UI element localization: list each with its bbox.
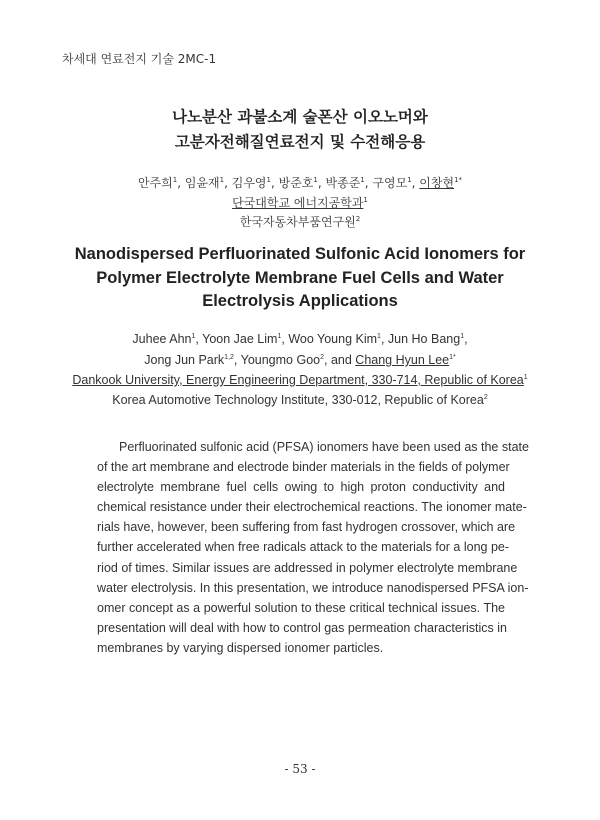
korean-author: 안주희$^1$, bbox=[137, 176, 185, 190]
korean-author: 임윤재$^1$, bbox=[184, 176, 232, 190]
korean-author: 김우영$^1$, bbox=[231, 176, 279, 190]
english-corresponding-author: Chang Hyun Lee$^{1*}$ bbox=[355, 353, 456, 367]
abstract-paragraph bbox=[97, 437, 529, 658]
korean-affiliation-2: 한국자동차부품연구원$^2$ bbox=[239, 215, 361, 229]
english-affiliation-2: Korea Automotive Technology Institute, 330-012, Republic of Korea$^2$ bbox=[112, 393, 488, 407]
abstract-line: presentation will deal with how to control gas permeation characteristics in bbox=[97, 620, 507, 635]
abstract-line: electrolyte membrane fuel cells owing to high proton conductivity and bbox=[97, 480, 505, 495]
korean-author-list bbox=[0, 174, 600, 191]
abstract-line: Perfluorinated sulfonic acid (PFSA) ionomers have been used as the state bbox=[119, 440, 529, 454]
korean-author: 방준호$^1$, bbox=[278, 176, 326, 190]
abstract-line: riod of times. Similar issues are addressed in polymer electrolyte membrane bbox=[97, 560, 518, 575]
page-number: - 53 - bbox=[284, 762, 316, 776]
english-author: Woo Young Kim$^1$, bbox=[288, 332, 388, 346]
english-title-line-2: Polymer Electrolyte Membrane Fuel Cells and Water bbox=[96, 269, 504, 287]
abstract-line: of the art membrane and electrode binder materials in the fields of polymer bbox=[97, 460, 510, 475]
english-author: Youngmo Goo$^2$, and bbox=[240, 353, 356, 367]
abstract-line: membranes by varying dispersed ionomer particles. bbox=[97, 640, 384, 655]
english-affiliation-1: Dankook University, Energy Engineering Department, 330-714, Republic of Korea$^1$ bbox=[72, 373, 528, 387]
korean-corresponding-author: 이창현$^{1*}$ bbox=[419, 176, 463, 190]
english-author: Yoon Jae Lim$^1$, bbox=[202, 332, 289, 346]
abstract-line: water electrolysis. In this presentation, we introduce nanodispersed PFSA ion- bbox=[97, 580, 529, 595]
english-title-line-3: Electrolysis Applications bbox=[202, 292, 398, 310]
korean-author: 박종준$^1$, bbox=[325, 176, 373, 190]
abstract-line: omer concept as a powerful solution to these critical technical issues. The bbox=[97, 600, 505, 615]
abstract-line: further accelerated when free radicals attack to the materials for a long pe- bbox=[97, 540, 510, 555]
korean-affiliation-1: 단국대학교 에너지공학과$^1$ bbox=[232, 196, 368, 210]
english-author: Jong Jun Park$^{1,2}$, bbox=[144, 353, 241, 367]
korean-author: 구영모$^1$, bbox=[372, 176, 420, 190]
english-title-line-1: Nanodispersed Perfluorinated Sulfonic Acid Ionomers for bbox=[74, 245, 526, 263]
abstract-line: chemical resistance under their electrochemical reactions. The ionomer mate- bbox=[97, 500, 527, 515]
korean-title-line-1: 나노분산 과불소계 술폰산 이오노머와 bbox=[172, 108, 428, 126]
english-author: Jun Ho Bang$^1$, bbox=[387, 332, 468, 346]
abstract-line: rials have, however, been suffering from fast hydrogen crossover, which are bbox=[97, 520, 516, 535]
korean-title-line-2: 고분자전해질연료전지 및 수전해응용 bbox=[174, 133, 426, 151]
english-author-line-1 bbox=[0, 332, 600, 346]
english-author: Juhee Ahn$^1$, bbox=[132, 332, 203, 346]
english-author-line-2 bbox=[0, 353, 600, 367]
session-code: 차세대 연료전지 기술 2MC-1 bbox=[62, 52, 217, 66]
